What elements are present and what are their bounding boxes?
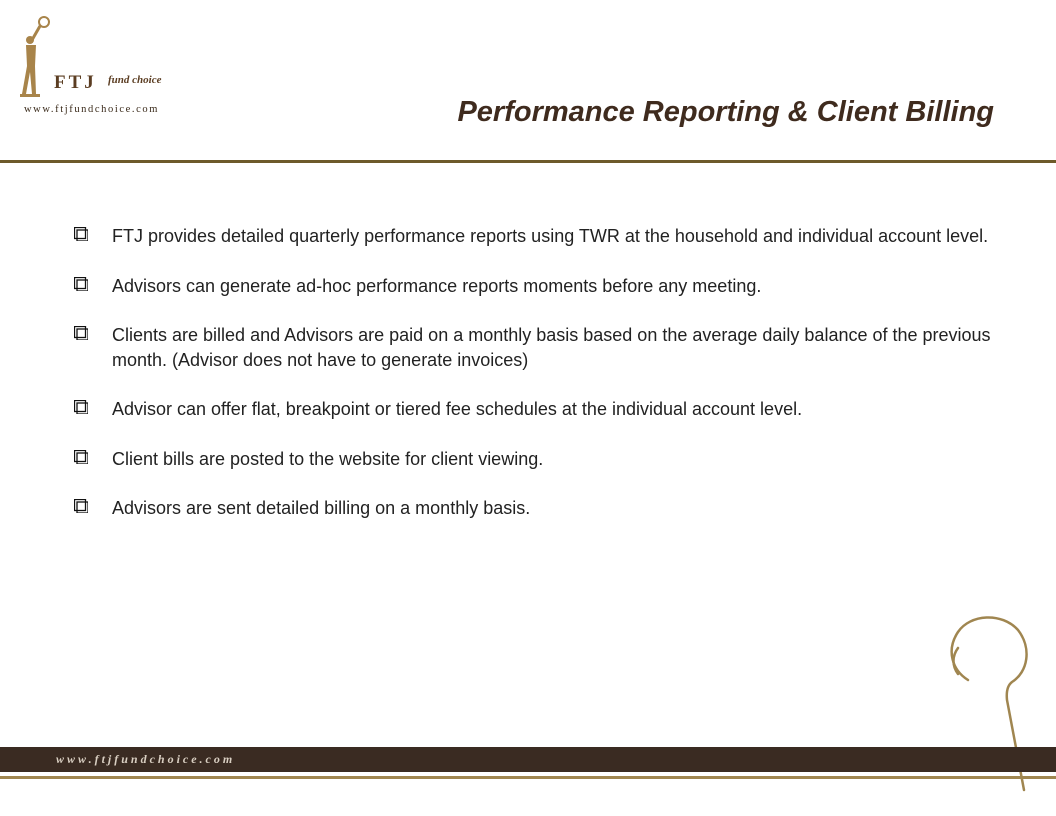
footer-url: www.ftjfundchoice.com [56,752,236,766]
bullet-text: FTJ provides detailed quarterly performance reports using TWR at the household and individual account level. [112,226,989,246]
bullet-text: Advisors are sent detailed billing on a monthly basis. [112,498,531,518]
logo-subtitle: fund choice [108,74,162,86]
slide-title: Performance Reporting & Client Billing [457,96,994,128]
checkbox-bullet-icon [74,326,88,340]
bullet-list [72,224,992,521]
list-item [72,496,992,521]
footer-divider [0,776,1056,779]
bullet-text: Advisor can offer flat, breakpoint or tiered fee schedules at the individual account level. [112,399,803,419]
logo-name: FTJ [54,72,97,93]
company-logo [18,14,208,124]
checkbox-bullet-icon [74,277,88,291]
bullet-text: Clients are billed and Advisors are paid on a monthly basis based on the average daily balance of the previous month. (Advisor does not have to generate invoices) [112,325,991,370]
checkbox-bullet-icon [74,450,88,464]
checkbox-bullet-icon [74,499,88,513]
bullet-text: Advisors can generate ad-hoc performance reports moments before any meeting. [112,275,762,296]
list-item [72,224,992,249]
logo-url: www.ftjfundchoice.com [24,104,159,115]
title-divider [0,160,1056,163]
bullet-text: Client bills are posted to the website for client viewing. [112,448,544,469]
list-item [72,447,992,472]
list-item [72,397,992,422]
list-item [72,323,992,372]
list-item [72,274,992,299]
checkbox-bullet-icon [74,227,88,241]
figure-with-key-icon [18,14,58,104]
checkbox-bullet-icon [74,400,88,414]
